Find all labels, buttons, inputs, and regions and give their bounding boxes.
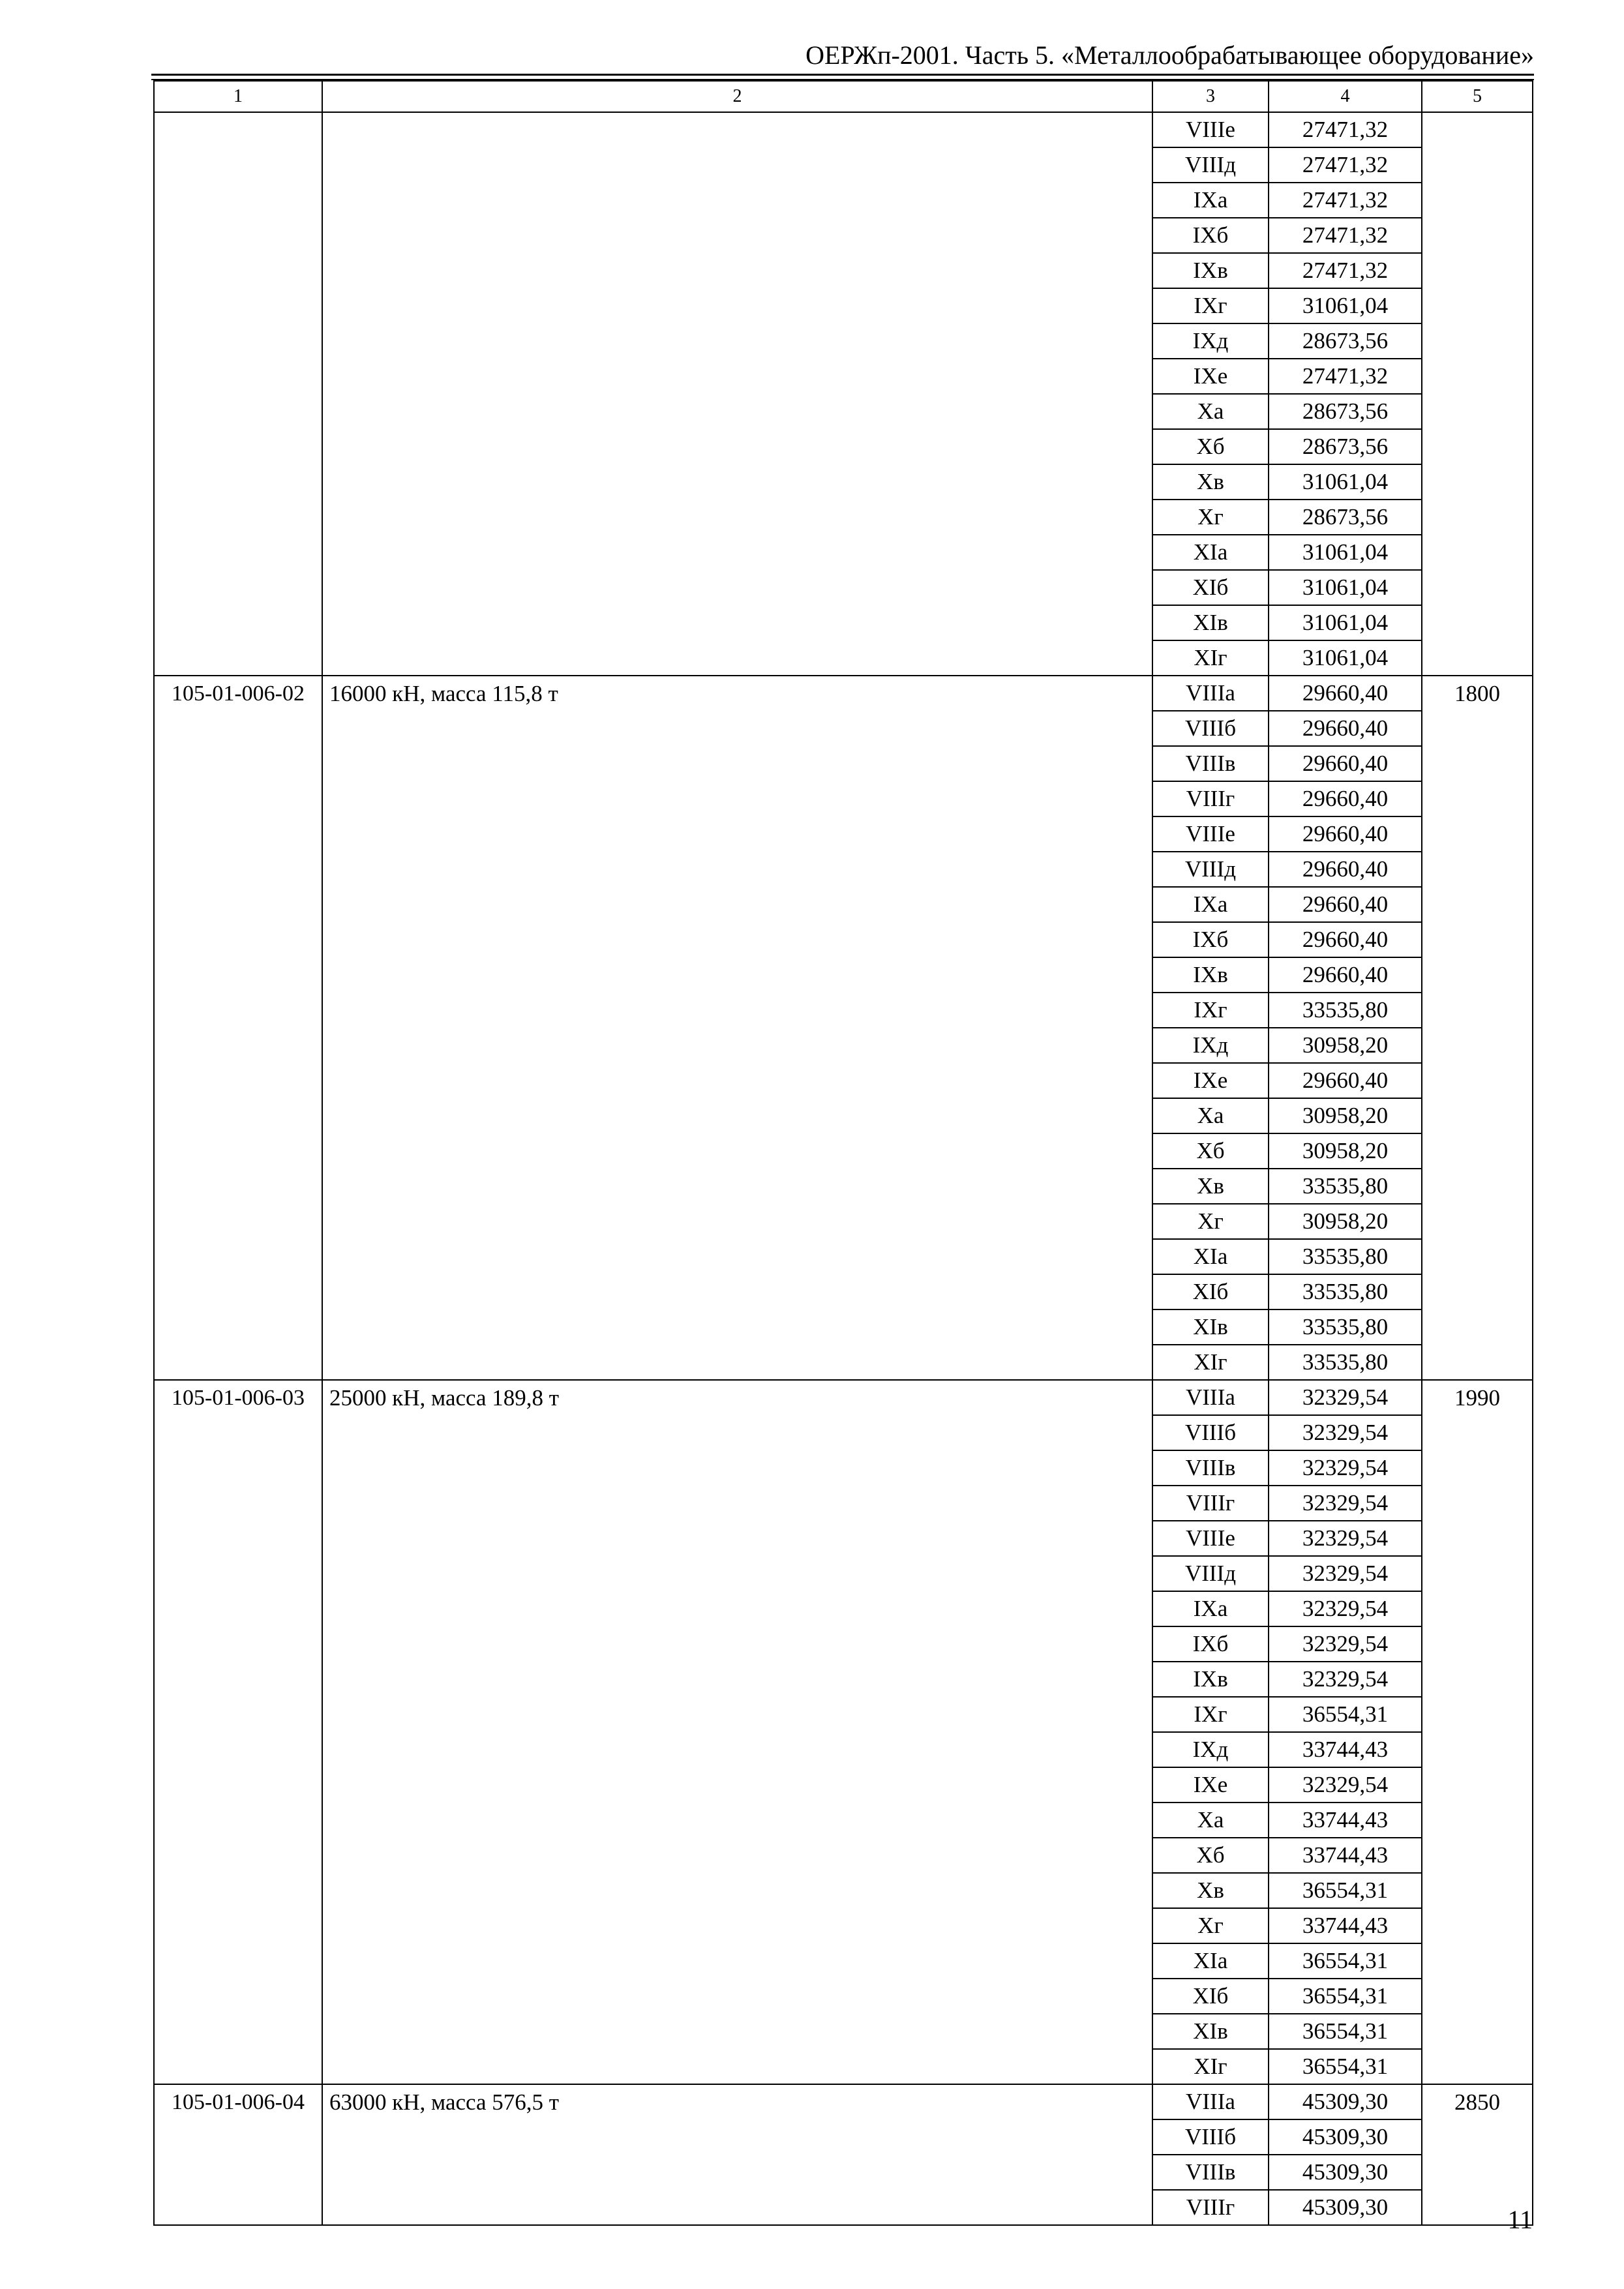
zone-cell: VIIIб: [1153, 1415, 1269, 1450]
zone-price-row: [1153, 1063, 1421, 1098]
price-cell: 33535,80: [1269, 1169, 1421, 1204]
zone-price-row: [1153, 1979, 1421, 2014]
page-number: 11: [1507, 2205, 1533, 2234]
zone-cell: XIг: [1153, 640, 1269, 675]
price-cell: 33744,43: [1269, 1803, 1421, 1838]
price-cell: 33535,80: [1269, 993, 1421, 1028]
zone-price-row: [1153, 816, 1421, 852]
code-cell: 105-01-006-02: [154, 676, 322, 1380]
zone-price-row: [1153, 1204, 1421, 1239]
price-cell: 30958,20: [1269, 1098, 1421, 1133]
price-cell: 36554,31: [1269, 2014, 1421, 2049]
price-cell: 33535,80: [1269, 1274, 1421, 1309]
column-header: 4: [1269, 81, 1422, 112]
zone-cell: XIa: [1153, 535, 1269, 570]
zone-cell: IXд: [1153, 323, 1269, 359]
column-header: 5: [1422, 81, 1533, 112]
zone-price-row: [1153, 1838, 1421, 1873]
code-cell: 105-01-006-03: [154, 1380, 322, 2084]
zone-price-row: [1153, 1591, 1421, 1626]
price-cell: 29660,40: [1269, 852, 1421, 887]
zone-price-row: [1153, 429, 1421, 464]
zone-cell: IXг: [1153, 288, 1269, 323]
price-cell: 30958,20: [1269, 1028, 1421, 1063]
column-header: 2: [322, 81, 1152, 112]
price-cell: 27471,32: [1269, 183, 1421, 218]
zone-cell: XIб: [1153, 1274, 1269, 1309]
price-cell: 29660,40: [1269, 676, 1421, 711]
price-cell: 29660,40: [1269, 887, 1421, 922]
zone-price-row: [1153, 1803, 1421, 1838]
price-cell: 31061,04: [1302, 645, 1389, 670]
price-cell: 33535,80: [1302, 1349, 1389, 1375]
code-cell: 105-01-006-04: [154, 2084, 322, 2225]
zone-cell: Xв: [1153, 1169, 1269, 1204]
zone-cell: VIIIг: [1153, 781, 1269, 816]
zone-cell: VIIIa: [1153, 676, 1269, 711]
price-cell: 29660,40: [1269, 816, 1421, 852]
zone-price-cell: [1152, 676, 1422, 1380]
price-cell: 29660,40: [1269, 781, 1421, 816]
price-cell: 33744,43: [1269, 1908, 1421, 1943]
zone-cell: XIб: [1153, 570, 1269, 605]
zone-price-row: [1153, 2014, 1421, 2049]
zone-price-row: [1153, 359, 1421, 394]
price-cell: 31061,04: [1269, 464, 1421, 500]
price-cell: 27471,32: [1269, 113, 1421, 147]
zone-cell: XIв: [1153, 1309, 1269, 1345]
zone-price-row: [1153, 1486, 1421, 1521]
price-cell: 32329,54: [1269, 1486, 1421, 1521]
zone-price-row: [1153, 1133, 1421, 1169]
price-cell: 32329,54: [1269, 1521, 1421, 1556]
zone-price-row: [1153, 2155, 1421, 2190]
zone-cell: IXб: [1153, 218, 1269, 253]
price-group-row: [154, 676, 1533, 1380]
zone-cell: Xб: [1153, 1838, 1269, 1873]
zone-price-row: [1153, 2085, 1421, 2119]
labor-cost-cell: 2850: [1422, 2084, 1533, 2225]
zone-cell: Xa: [1153, 1098, 1269, 1133]
price-cell: 30958,20: [1269, 1204, 1421, 1239]
zone-price-row: [1153, 2119, 1421, 2155]
price-table: [153, 80, 1533, 2226]
zone-price-row: [1153, 1028, 1421, 1063]
price-cell: 36554,31: [1269, 1873, 1421, 1908]
zone-price-list: [1153, 113, 1421, 675]
zone-cell: XIa: [1153, 1239, 1269, 1274]
zone-cell: IXa: [1153, 1591, 1269, 1626]
price-cell: 29660,40: [1269, 711, 1421, 746]
zone-cell: IXa: [1153, 887, 1269, 922]
zone-cell: IXв: [1153, 253, 1269, 288]
zone-price-row: [1153, 605, 1421, 640]
zone-price-row: [1153, 1626, 1421, 1662]
zone-price-list: [1153, 1381, 1421, 2084]
zone-cell: IXд: [1153, 1732, 1269, 1767]
zone-cell: IXб: [1153, 922, 1269, 957]
zone-cell: Xб: [1153, 429, 1269, 464]
price-cell: 27471,32: [1269, 359, 1421, 394]
price-cell: 32329,54: [1269, 1415, 1421, 1450]
zone-price-row: [1153, 1274, 1421, 1309]
price-group-row: [154, 1380, 1533, 2084]
zone-price-list: [1153, 2085, 1421, 2224]
zone-price-row: [1153, 676, 1421, 711]
header-rule: [151, 74, 1534, 76]
zone-cell: VIIIг: [1153, 1486, 1269, 1521]
description-cell: [322, 112, 1152, 676]
column-header: 1: [154, 81, 322, 112]
zone-cell: VIIIд: [1153, 147, 1269, 183]
zone-price-row: [1153, 1309, 1421, 1345]
price-cell: 27471,32: [1269, 253, 1421, 288]
zone-price-row: [1153, 1943, 1421, 1979]
price-cell: 31061,04: [1269, 535, 1421, 570]
zone-price-row: [1153, 183, 1421, 218]
code-cell: [154, 112, 322, 676]
labor-cost-cell: [1422, 112, 1533, 676]
price-cell: 28673,56: [1269, 394, 1421, 429]
zone-cell: VIIIв: [1153, 746, 1269, 781]
zone-cell: Xг: [1153, 1204, 1269, 1239]
zone-cell: IXв: [1153, 1662, 1269, 1697]
zone-price-row: [1153, 2190, 1421, 2224]
price-cell: 29660,40: [1269, 922, 1421, 957]
zone-price-row: [1153, 323, 1421, 359]
price-cell: 45309,30: [1269, 2119, 1421, 2155]
zone-cell: XIг: [1153, 2049, 1269, 2084]
zone-price-row: [1153, 1767, 1421, 1803]
zone-cell: Xв: [1153, 1873, 1269, 1908]
zone-cell: XIг: [1153, 1345, 1269, 1379]
zone-price-row: [1153, 1873, 1421, 1908]
column-header: 3: [1152, 81, 1269, 112]
zone-cell: VIIIд: [1153, 1556, 1269, 1591]
zone-cell: VIIIб: [1153, 2119, 1269, 2155]
zone-cell: XIб: [1153, 1979, 1269, 2014]
zone-price-row: [1153, 288, 1421, 323]
page-header-title: ОЕРЖп-2001. Часть 5. «Металлообрабатывающее оборудование»: [805, 40, 1534, 70]
zone-price-row: [1153, 147, 1421, 183]
price-cell: 31061,04: [1269, 288, 1421, 323]
price-cell: 33535,80: [1269, 1309, 1421, 1345]
price-cell: 36554,31: [1269, 1943, 1421, 1979]
price-cell: 36554,31: [1269, 1979, 1421, 2014]
zone-cell: IXг: [1153, 993, 1269, 1028]
zone-price-row: [1153, 1098, 1421, 1133]
price-cell: 32329,54: [1269, 1556, 1421, 1591]
zone-price-row: [1153, 2049, 1421, 2084]
zone-price-cell: [1152, 112, 1422, 676]
zone-price-row: [1153, 1169, 1421, 1204]
labor-cost-cell: 1990: [1422, 1380, 1533, 2084]
zone-cell: IXe: [1153, 359, 1269, 394]
price-cell: 45309,30: [1269, 2155, 1421, 2190]
zone-cell: IXe: [1153, 1063, 1269, 1098]
price-cell: 27471,32: [1269, 218, 1421, 253]
zone-price-row: [1153, 993, 1421, 1028]
zone-price-row: [1153, 1345, 1421, 1379]
zone-price-cell: [1152, 2084, 1422, 2225]
zone-cell: Xв: [1153, 464, 1269, 500]
zone-price-row: [1153, 1450, 1421, 1486]
zone-price-row: [1153, 394, 1421, 429]
zone-cell: IXa: [1153, 183, 1269, 218]
zone-price-row: [1153, 711, 1421, 746]
zone-cell: VIIIв: [1153, 2155, 1269, 2190]
price-cell: 32329,54: [1269, 1591, 1421, 1626]
price-cell: 32329,54: [1269, 1450, 1421, 1486]
labor-cost-cell: 1800: [1422, 676, 1533, 1380]
zone-price-row: [1153, 922, 1421, 957]
zone-cell: VIIIa: [1153, 1381, 1269, 1415]
zone-cell: VIIIб: [1153, 711, 1269, 746]
price-cell: 27471,32: [1269, 147, 1421, 183]
price-group-row: [154, 2084, 1533, 2225]
zone-price-row: [1153, 113, 1421, 147]
zone-cell: XIa: [1153, 1943, 1269, 1979]
price-cell: 31061,04: [1269, 605, 1421, 640]
zone-cell: Xa: [1153, 394, 1269, 429]
zone-cell: IXб: [1153, 1626, 1269, 1662]
zone-price-row: [1153, 852, 1421, 887]
zone-price-list: [1153, 676, 1421, 1379]
price-cell: 31061,04: [1269, 570, 1421, 605]
price-cell: 28673,56: [1269, 323, 1421, 359]
price-cell: 29660,40: [1269, 1063, 1421, 1098]
price-cell: 28673,56: [1269, 429, 1421, 464]
zone-price-row: [1153, 570, 1421, 605]
description-cell: 25000 кН, масса 189,8 т: [322, 1380, 1152, 2084]
description-cell: 16000 кН, масса 115,8 т: [322, 676, 1152, 1380]
zone-cell: IXв: [1153, 957, 1269, 993]
price-cell: 30958,20: [1269, 1133, 1421, 1169]
zone-cell: XIв: [1153, 2014, 1269, 2049]
zone-price-row: [1153, 1415, 1421, 1450]
price-cell: 36554,31: [1302, 2054, 1389, 2079]
zone-price-row: [1153, 1381, 1421, 1415]
price-cell: 28673,56: [1269, 500, 1421, 535]
zone-cell: VIIIг: [1153, 2190, 1269, 2224]
zone-price-row: [1153, 1239, 1421, 1274]
zone-price-row: [1153, 464, 1421, 500]
column-number-row: [154, 81, 1533, 112]
zone-price-row: [1153, 218, 1421, 253]
zone-price-row: [1153, 887, 1421, 922]
zone-cell: VIIIв: [1153, 1450, 1269, 1486]
price-cell: 29660,40: [1269, 746, 1421, 781]
zone-cell: IXe: [1153, 1767, 1269, 1803]
price-cell: 32329,54: [1269, 1662, 1421, 1697]
price-cell: 33535,80: [1269, 1239, 1421, 1274]
zone-price-row: [1153, 1908, 1421, 1943]
zone-cell: IXд: [1153, 1028, 1269, 1063]
zone-cell: VIIIe: [1153, 1521, 1269, 1556]
zone-cell: VIIIe: [1153, 113, 1269, 147]
zone-price-row: [1153, 500, 1421, 535]
zone-cell: IXг: [1153, 1697, 1269, 1732]
price-cell: 45309,30: [1302, 2194, 1389, 2220]
zone-price-row: [1153, 746, 1421, 781]
zone-cell: Xг: [1153, 500, 1269, 535]
zone-price-row: [1153, 253, 1421, 288]
zone-price-row: [1153, 535, 1421, 570]
price-cell: 36554,31: [1269, 1697, 1421, 1732]
zone-cell: Xг: [1153, 1908, 1269, 1943]
price-cell: 33744,43: [1269, 1732, 1421, 1767]
price-cell: 29660,40: [1269, 957, 1421, 993]
zone-price-row: [1153, 1521, 1421, 1556]
price-group-row: [154, 112, 1533, 676]
price-cell: 33744,43: [1269, 1838, 1421, 1873]
zone-cell: XIв: [1153, 605, 1269, 640]
zone-cell: Xб: [1153, 1133, 1269, 1169]
zone-cell: Xa: [1153, 1803, 1269, 1838]
zone-price-row: [1153, 640, 1421, 675]
price-cell: 32329,54: [1269, 1767, 1421, 1803]
zone-price-row: [1153, 1662, 1421, 1697]
zone-cell: VIIIe: [1153, 816, 1269, 852]
zone-price-row: [1153, 1556, 1421, 1591]
zone-price-cell: [1152, 1380, 1422, 2084]
zone-price-row: [1153, 1732, 1421, 1767]
price-cell: 32329,54: [1269, 1626, 1421, 1662]
price-cell: 45309,30: [1269, 2085, 1421, 2119]
description-cell: 63000 кН, масса 576,5 т: [322, 2084, 1152, 2225]
zone-cell: VIIIд: [1153, 852, 1269, 887]
zone-price-row: [1153, 1697, 1421, 1732]
price-cell: 32329,54: [1269, 1381, 1421, 1415]
zone-price-row: [1153, 957, 1421, 993]
zone-price-row: [1153, 781, 1421, 816]
zone-cell: VIIIa: [1153, 2085, 1269, 2119]
